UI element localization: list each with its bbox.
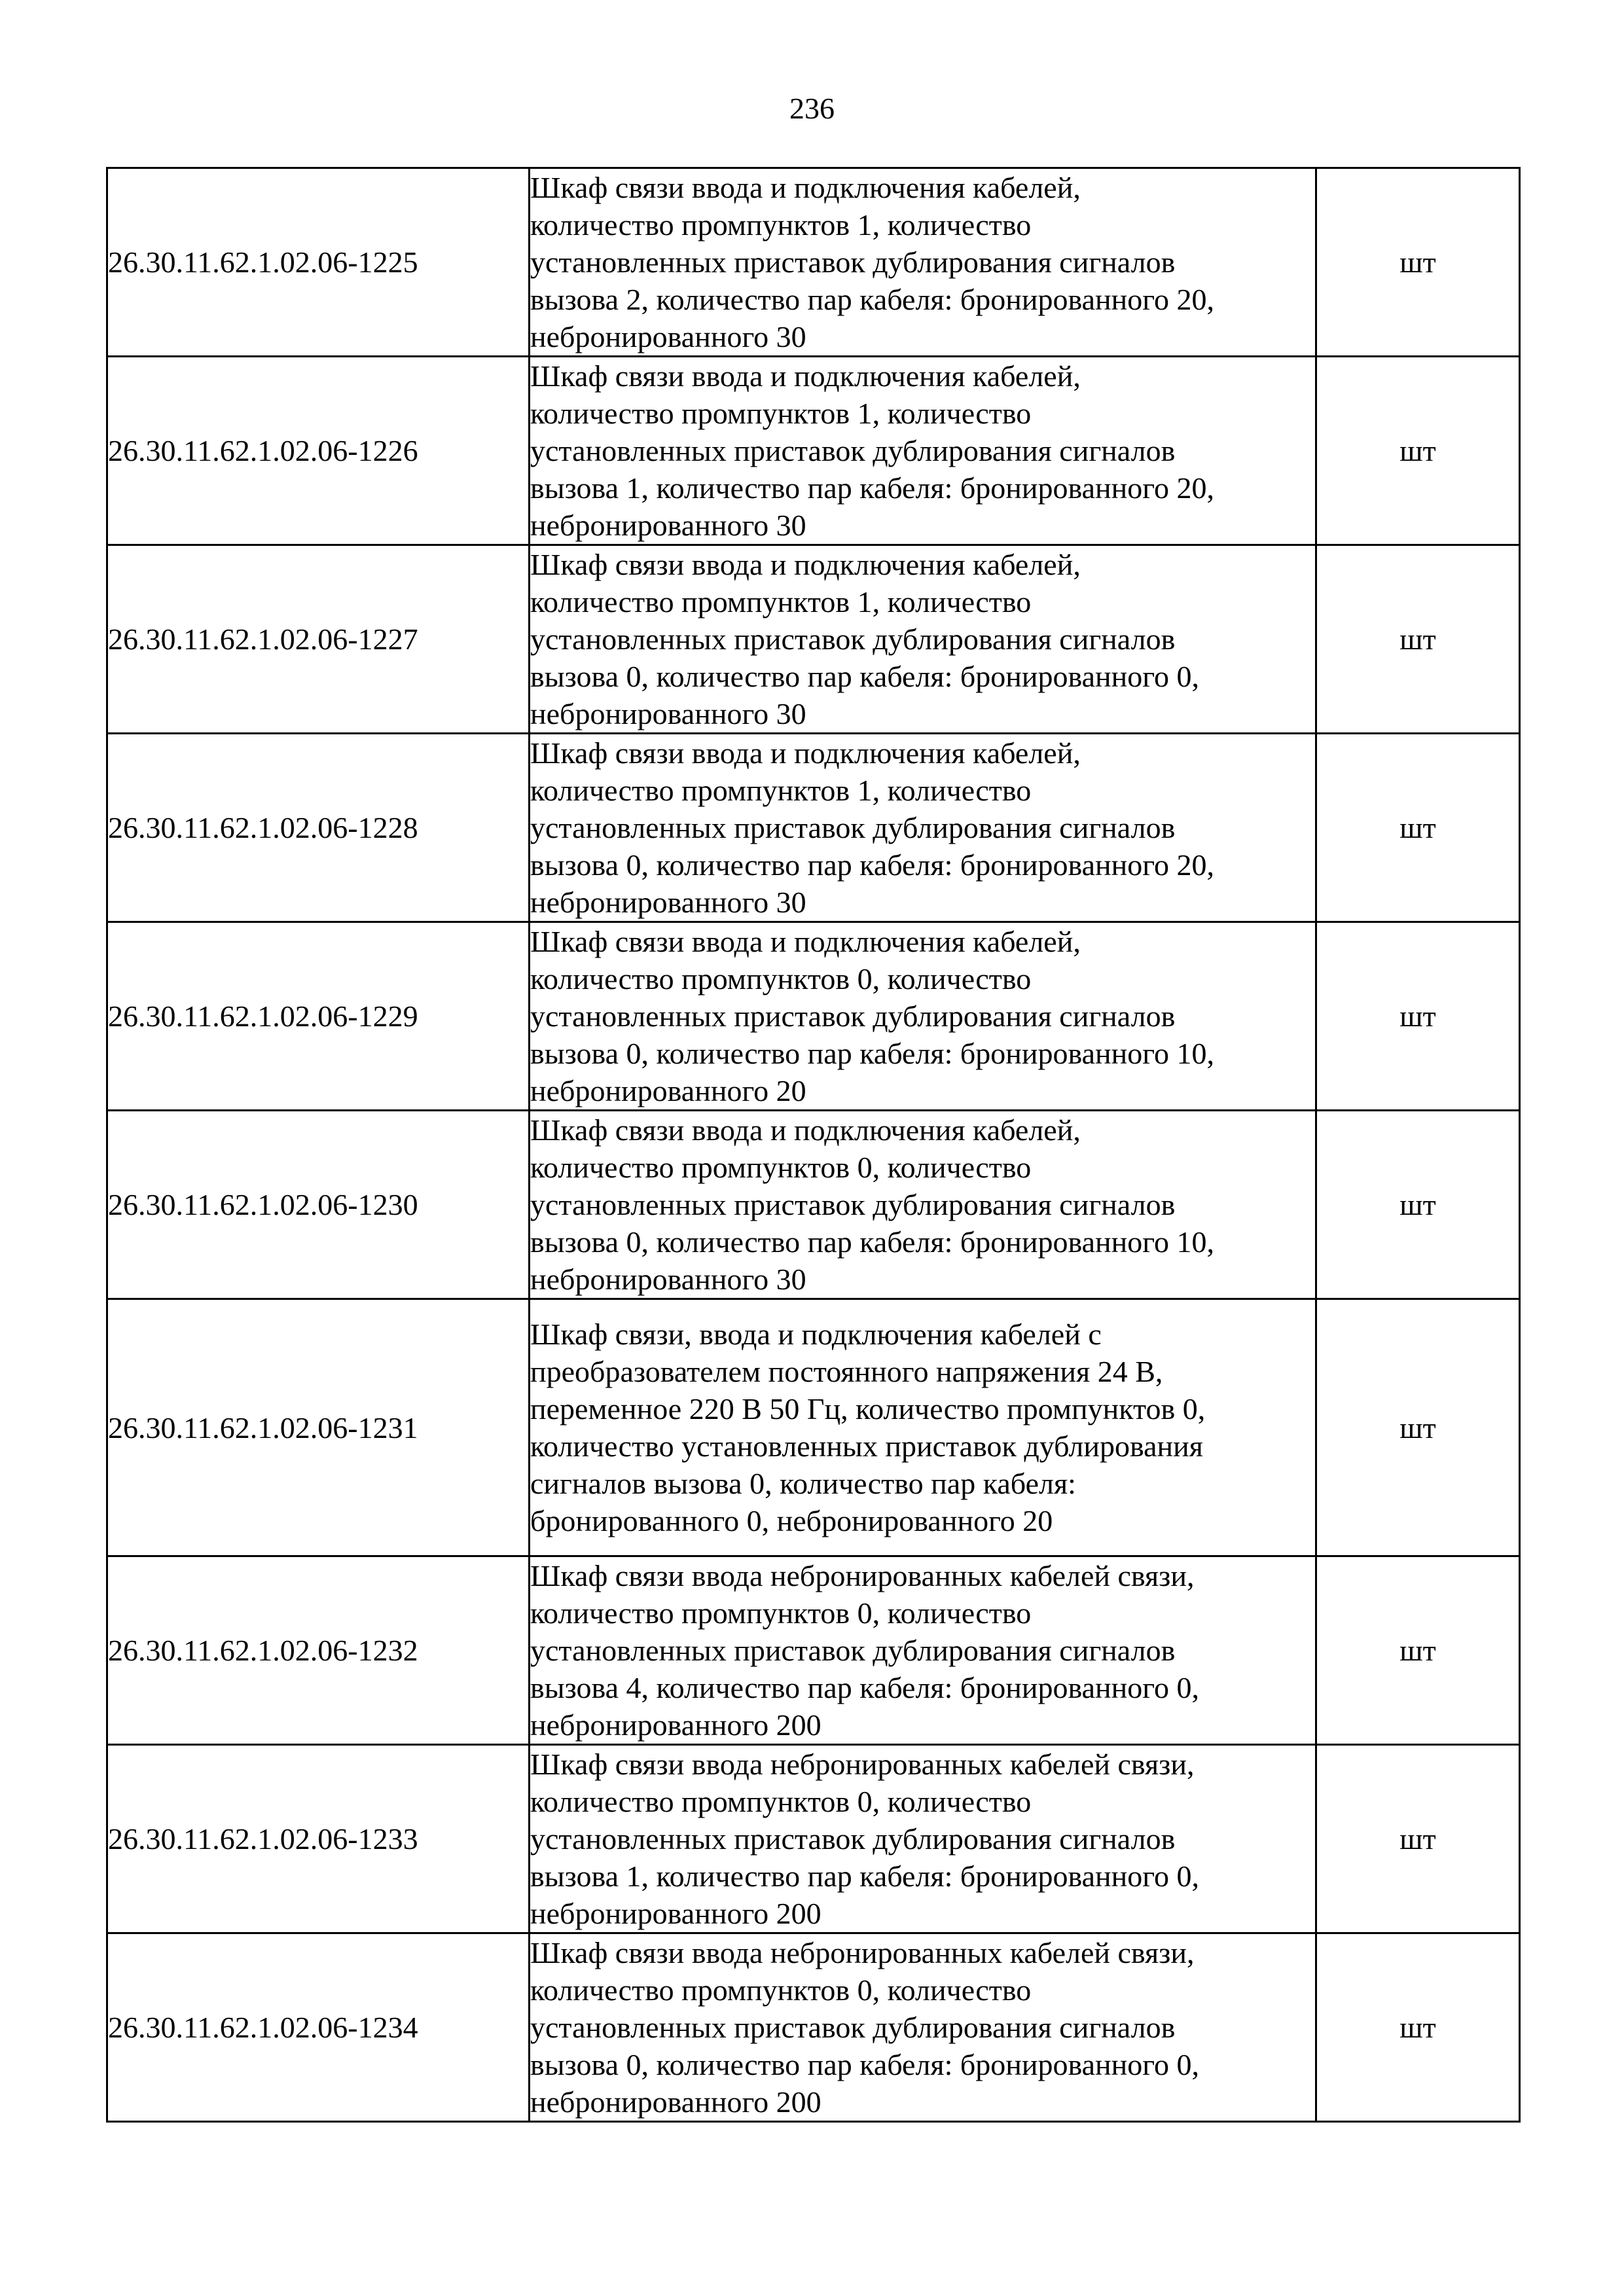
description-line: вызова 1, количество пар кабеля: бронированного 20, <box>530 471 1214 505</box>
description-line: Шкаф связи ввода небронированных кабелей связи, <box>530 1748 1195 1781</box>
description-line: Шкаф связи ввода и подключения кабелей, <box>530 548 1081 581</box>
resource-code: 26.30.11.62.1.02.06-1234 <box>107 1933 530 2122</box>
unit-of-measure: шт <box>1316 1556 1520 1745</box>
description-line: количество промпунктов 0, количество <box>530 1973 1032 2007</box>
unit-of-measure: шт <box>1316 734 1520 922</box>
description-line: вызова 1, количество пар кабеля: бронированного 0, <box>530 1859 1199 1893</box>
table-row <box>107 357 1520 545</box>
description-line: количество промпунктов 0, количество <box>530 1596 1032 1630</box>
table-row <box>107 1556 1520 1745</box>
resource-code: 26.30.11.62.1.02.06-1228 <box>107 734 530 922</box>
description-line: Шкаф связи ввода небронированных кабелей связи, <box>530 1559 1195 1592</box>
table-row <box>107 922 1520 1111</box>
unit-of-measure: шт <box>1316 1933 1520 2122</box>
resource-table <box>106 167 1521 2123</box>
description-line: небронированного 200 <box>530 1708 821 1742</box>
resource-description <box>530 734 1316 922</box>
resource-code: 26.30.11.62.1.02.06-1227 <box>107 545 530 734</box>
description-line: Шкаф связи, ввода и подключения кабелей с <box>530 1318 1102 1351</box>
resource-description <box>530 1933 1316 2122</box>
description-line: установленных приставок дублирования сигналов <box>530 1188 1176 1221</box>
resource-table-body <box>107 168 1520 2122</box>
description-line: вызова 2, количество пар кабеля: бронированного 20, <box>530 283 1214 316</box>
resource-description <box>530 357 1316 545</box>
resource-description <box>530 922 1316 1111</box>
description-line: небронированного 200 <box>530 2085 821 2119</box>
description-line: небронированного 30 <box>530 320 806 353</box>
unit-of-measure: шт <box>1316 357 1520 545</box>
table-row <box>107 545 1520 734</box>
description-line: вызова 0, количество пар кабеля: бронированного 0, <box>530 660 1199 693</box>
resource-description <box>530 168 1316 357</box>
description-line: вызова 0, количество пар кабеля: бронированного 10, <box>530 1225 1214 1259</box>
unit-of-measure: шт <box>1316 1745 1520 1933</box>
description-line: вызова 0, количество пар кабеля: бронированного 10, <box>530 1037 1214 1070</box>
description-line: количество промпунктов 0, количество <box>530 962 1032 996</box>
resource-description <box>530 545 1316 734</box>
resource-description <box>530 1299 1316 1556</box>
description-line: количество промпунктов 1, количество <box>530 208 1032 242</box>
description-line: вызова 0, количество пар кабеля: бронированного 0, <box>530 2048 1199 2081</box>
description-line: установленных приставок дублирования сигналов <box>530 622 1176 656</box>
description-line: Шкаф связи ввода и подключения кабелей, <box>530 736 1081 770</box>
unit-of-measure: шт <box>1316 168 1520 357</box>
description-line: установленных приставок дублирования сигналов <box>530 1822 1176 1856</box>
description-line: небронированного 30 <box>530 697 806 730</box>
description-line: Шкаф связи ввода и подключения кабелей, <box>530 1113 1081 1147</box>
description-line: переменное 220 В 50 Гц, количество промпунктов 0, <box>530 1392 1206 1426</box>
description-line: Шкаф связи ввода и подключения кабелей, <box>530 359 1081 393</box>
description-line: преобразователем постоянного напряжения 24 В, <box>530 1355 1163 1388</box>
description-line: количество промпунктов 0, количество <box>530 1785 1032 1818</box>
description-line: Шкаф связи ввода и подключения кабелей, <box>530 171 1081 204</box>
unit-of-measure: шт <box>1316 1111 1520 1299</box>
description-line: бронированного 0, небронированного 20 <box>530 1504 1053 1537</box>
description-line: небронированного 30 <box>530 886 806 919</box>
description-line: количество промпунктов 1, количество <box>530 397 1032 430</box>
description-line: установленных приставок дублирования сигналов <box>530 811 1176 844</box>
table-row <box>107 1299 1520 1556</box>
description-line: вызова 4, количество пар кабеля: бронированного 0, <box>530 1671 1199 1704</box>
description-line: вызова 0, количество пар кабеля: бронированного 20, <box>530 848 1214 882</box>
resource-code: 26.30.11.62.1.02.06-1229 <box>107 922 530 1111</box>
resource-code: 26.30.11.62.1.02.06-1231 <box>107 1299 530 1556</box>
table-row <box>107 1745 1520 1933</box>
resource-code: 26.30.11.62.1.02.06-1230 <box>107 1111 530 1299</box>
description-line: небронированного 200 <box>530 1897 821 1930</box>
resource-code: 26.30.11.62.1.02.06-1232 <box>107 1556 530 1745</box>
resource-code: 26.30.11.62.1.02.06-1233 <box>107 1745 530 1933</box>
resource-description <box>530 1111 1316 1299</box>
unit-of-measure: шт <box>1316 545 1520 734</box>
description-line: установленных приставок дублирования сигналов <box>530 434 1176 467</box>
description-line: небронированного 30 <box>530 1263 806 1296</box>
resource-code: 26.30.11.62.1.02.06-1226 <box>107 357 530 545</box>
resource-description <box>530 1745 1316 1933</box>
description-line: количество промпунктов 0, количество <box>530 1151 1032 1184</box>
description-line: небронированного 30 <box>530 509 806 542</box>
description-line: установленных приставок дублирования сигналов <box>530 999 1176 1033</box>
description-line: установленных приставок дублирования сигналов <box>530 1634 1176 1667</box>
description-line: количество промпунктов 1, количество <box>530 774 1032 807</box>
table-row <box>107 1933 1520 2122</box>
resource-code: 26.30.11.62.1.02.06-1225 <box>107 168 530 357</box>
description-line: сигналов вызова 0, количество пар кабеля: <box>530 1467 1076 1500</box>
resource-description <box>530 1556 1316 1745</box>
description-line: Шкаф связи ввода небронированных кабелей связи, <box>530 1936 1195 1969</box>
table-row <box>107 168 1520 357</box>
unit-of-measure: шт <box>1316 922 1520 1111</box>
table-row <box>107 1111 1520 1299</box>
page-number: 236 <box>789 92 835 125</box>
description-line: установленных приставок дублирования сигналов <box>530 245 1176 279</box>
description-line: небронированного 20 <box>530 1074 806 1107</box>
description-line: Шкаф связи ввода и подключения кабелей, <box>530 925 1081 958</box>
table-row <box>107 734 1520 922</box>
unit-of-measure: шт <box>1316 1299 1520 1556</box>
description-line: установленных приставок дублирования сигналов <box>530 2011 1176 2044</box>
description-line: количество промпунктов 1, количество <box>530 585 1032 619</box>
description-line: количество установленных приставок дублирования <box>530 1429 1203 1463</box>
